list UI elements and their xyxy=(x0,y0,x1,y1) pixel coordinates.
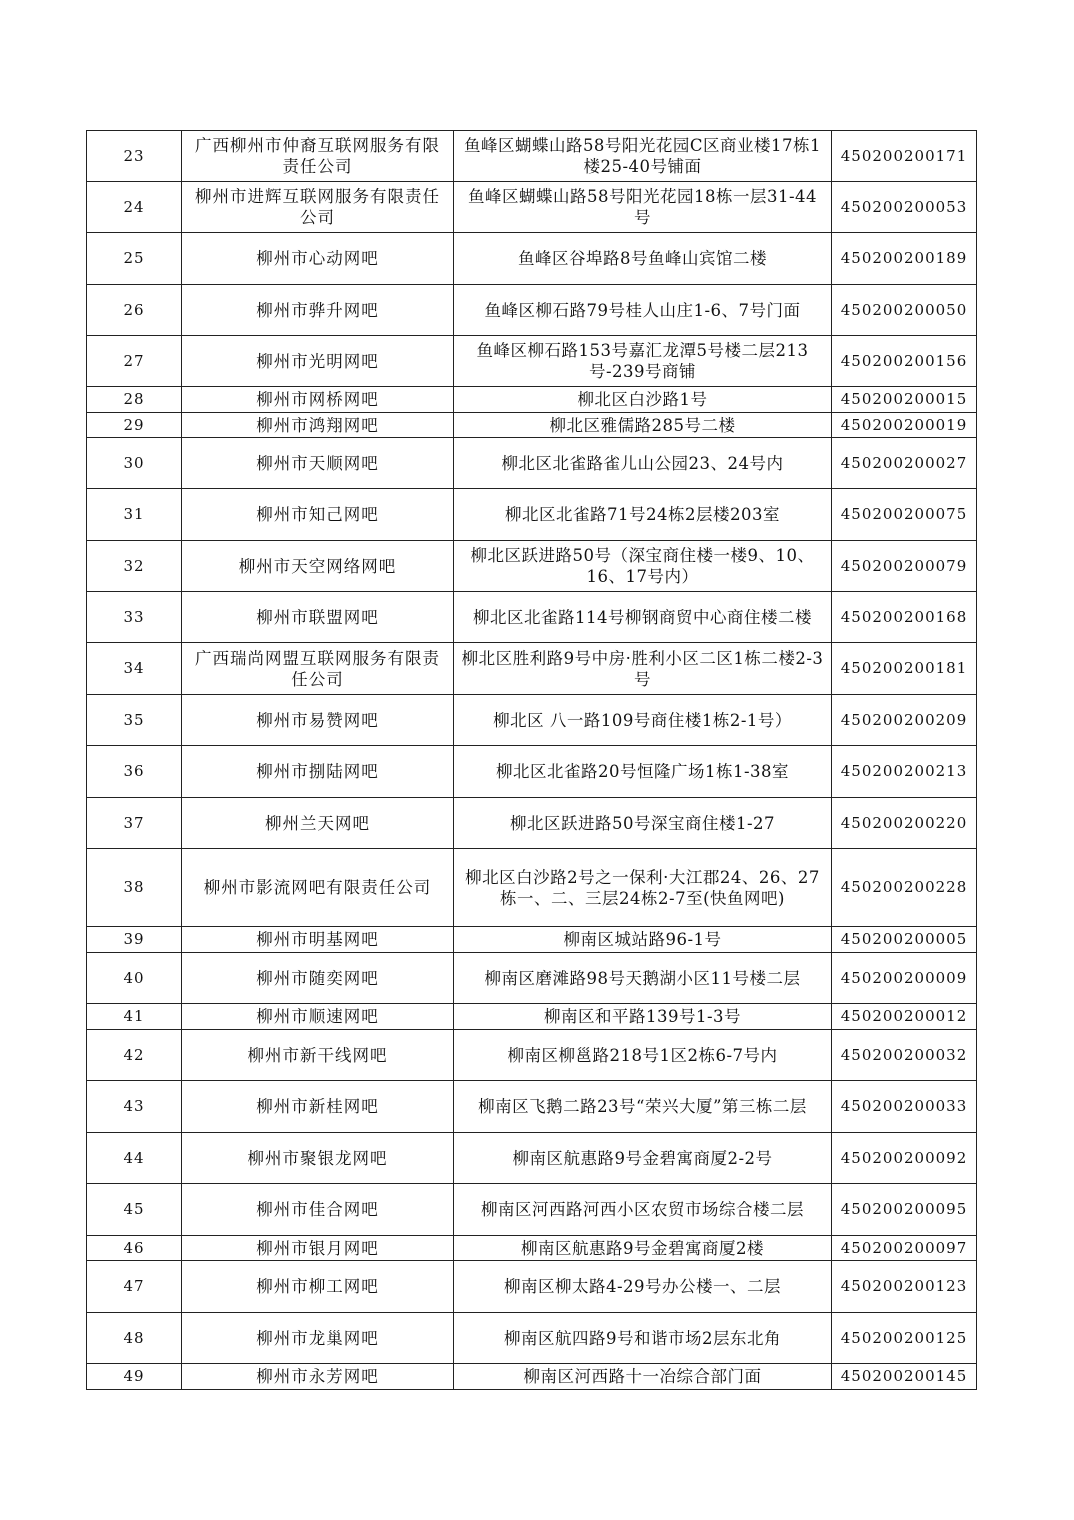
business-name: 柳州市银月网吧 xyxy=(182,1236,454,1261)
row-number: 23 xyxy=(87,131,182,182)
business-address: 柳北区北雀路114号柳钢商贸中心商住楼二楼 xyxy=(454,592,832,643)
business-address: 柳南区航惠路9号金碧寓商厦2-2号 xyxy=(454,1133,832,1184)
table-row xyxy=(87,182,977,233)
row-number: 24 xyxy=(87,182,182,233)
business-name: 柳州市新干线网吧 xyxy=(182,1030,454,1081)
business-address: 柳南区飞鹅二路23号“荣兴大厦”第三栋二层 xyxy=(454,1081,832,1133)
business-address: 柳南区和平路139号1-3号 xyxy=(454,1004,832,1030)
business-address: 柳南区柳太路4-29号办公楼一、二层 xyxy=(454,1261,832,1313)
business-name: 柳州市心动网吧 xyxy=(182,233,454,285)
business-name: 柳州市聚银龙网吧 xyxy=(182,1133,454,1184)
license-number: 450200200213 xyxy=(832,746,977,798)
business-address: 鱼峰区蝴蝶山路58号阳光花园18栋一层31-44号 xyxy=(454,182,832,233)
business-name: 柳州市光明网吧 xyxy=(182,336,454,387)
license-number: 450200200019 xyxy=(832,413,977,438)
business-address: 柳北区 八一路109号商住楼1栋2-1号） xyxy=(454,695,832,746)
business-name: 柳州市天顺网吧 xyxy=(182,438,454,489)
business-address: 柳北区北雀路71号24栋2层楼203室 xyxy=(454,489,832,541)
business-name: 柳州市鸿翔网吧 xyxy=(182,413,454,438)
table-row xyxy=(87,1313,977,1364)
business-address: 柳北区雅儒路285号二楼 xyxy=(454,413,832,438)
row-number: 35 xyxy=(87,695,182,746)
business-address: 柳北区胜利路9号中房·胜利小区二区1栋二楼2-3号 xyxy=(454,643,832,695)
row-number: 26 xyxy=(87,285,182,336)
row-number: 34 xyxy=(87,643,182,695)
license-number: 450200200189 xyxy=(832,233,977,285)
license-number: 450200200181 xyxy=(832,643,977,695)
row-number: 27 xyxy=(87,336,182,387)
business-name: 广西柳州市仲裔互联网服务有限责任公司 xyxy=(182,131,454,182)
license-number: 450200200053 xyxy=(832,182,977,233)
business-address: 柳南区磨滩路98号天鹅湖小区11号楼二层 xyxy=(454,953,832,1004)
business-name: 柳州市明基网吧 xyxy=(182,927,454,953)
business-address: 柳南区河西路十一冶综合部门面 xyxy=(454,1364,832,1390)
row-number: 38 xyxy=(87,849,182,927)
business-name: 柳州市龙巢网吧 xyxy=(182,1313,454,1364)
license-number: 450200200079 xyxy=(832,541,977,592)
business-address: 鱼峰区柳石路153号嘉汇龙潭5号楼二层213号-239号商铺 xyxy=(454,336,832,387)
license-number: 450200200015 xyxy=(832,387,977,413)
table-row xyxy=(87,1261,977,1313)
table-row xyxy=(87,489,977,541)
business-address: 柳北区北雀路雀儿山公园23、24号内 xyxy=(454,438,832,489)
business-name: 柳州市知己网吧 xyxy=(182,489,454,541)
table-row xyxy=(87,541,977,592)
internet-cafe-table xyxy=(86,130,977,1390)
license-number: 450200200145 xyxy=(832,1364,977,1390)
row-number: 29 xyxy=(87,413,182,438)
license-number: 450200200220 xyxy=(832,798,977,849)
license-number: 450200200027 xyxy=(832,438,977,489)
license-number: 450200200125 xyxy=(832,1313,977,1364)
row-number: 31 xyxy=(87,489,182,541)
license-number: 450200200012 xyxy=(832,1004,977,1030)
license-number: 450200200033 xyxy=(832,1081,977,1133)
row-number: 28 xyxy=(87,387,182,413)
table-row xyxy=(87,1236,977,1261)
business-address: 柳南区航四路9号和谐市场2层东北角 xyxy=(454,1313,832,1364)
table-row xyxy=(87,798,977,849)
row-number: 39 xyxy=(87,927,182,953)
table-row xyxy=(87,1081,977,1133)
business-name: 柳州市永芳网吧 xyxy=(182,1364,454,1390)
table-row xyxy=(87,1364,977,1390)
business-name: 柳州市柳工网吧 xyxy=(182,1261,454,1313)
license-number: 450200200168 xyxy=(832,592,977,643)
business-address: 柳北区白沙路2号之一保利·大江郡24、26、27栋一、二、三层24栋2-7至(快鱼网吧) xyxy=(454,849,832,927)
table-row xyxy=(87,953,977,1004)
table-body xyxy=(87,131,977,1390)
business-address: 柳南区河西路河西小区农贸市场综合楼二层 xyxy=(454,1184,832,1236)
license-number: 450200200156 xyxy=(832,336,977,387)
table-row xyxy=(87,387,977,413)
row-number: 48 xyxy=(87,1313,182,1364)
license-number: 450200200050 xyxy=(832,285,977,336)
license-number: 450200200092 xyxy=(832,1133,977,1184)
table-row xyxy=(87,233,977,285)
business-address: 柳南区航惠路9号金碧寓商厦2楼 xyxy=(454,1236,832,1261)
license-number: 450200200228 xyxy=(832,849,977,927)
license-number: 450200200095 xyxy=(832,1184,977,1236)
business-name: 柳州市天空网络网吧 xyxy=(182,541,454,592)
table-row xyxy=(87,746,977,798)
row-number: 44 xyxy=(87,1133,182,1184)
table-row xyxy=(87,1004,977,1030)
business-name: 柳州市联盟网吧 xyxy=(182,592,454,643)
table-row xyxy=(87,413,977,438)
business-address: 柳北区北雀路20号恒隆广场1栋1-38室 xyxy=(454,746,832,798)
row-number: 30 xyxy=(87,438,182,489)
row-number: 41 xyxy=(87,1004,182,1030)
row-number: 37 xyxy=(87,798,182,849)
business-address: 鱼峰区谷埠路8号鱼峰山宾馆二楼 xyxy=(454,233,832,285)
license-number: 450200200032 xyxy=(832,1030,977,1081)
table-row xyxy=(87,131,977,182)
table-row xyxy=(87,643,977,695)
business-address: 柳北区跃进路50号深宝商住楼1-27 xyxy=(454,798,832,849)
table-row xyxy=(87,592,977,643)
row-number: 42 xyxy=(87,1030,182,1081)
table-row xyxy=(87,1184,977,1236)
business-name: 柳州市佳合网吧 xyxy=(182,1184,454,1236)
row-number: 33 xyxy=(87,592,182,643)
business-address: 鱼峰区蝴蝶山路58号阳光花园C区商业楼17栋1楼25-40号铺面 xyxy=(454,131,832,182)
business-address: 柳南区柳邕路218号1区2栋6-7号内 xyxy=(454,1030,832,1081)
business-address: 柳北区跃进路50号（深宝商住楼一楼9、10、16、17号内） xyxy=(454,541,832,592)
business-name: 柳州市随奕网吧 xyxy=(182,953,454,1004)
row-number: 45 xyxy=(87,1184,182,1236)
table-row xyxy=(87,336,977,387)
table-row xyxy=(87,285,977,336)
business-address: 鱼峰区柳石路79号桂人山庄1-6、7号门面 xyxy=(454,285,832,336)
license-number: 450200200009 xyxy=(832,953,977,1004)
row-number: 43 xyxy=(87,1081,182,1133)
row-number: 49 xyxy=(87,1364,182,1390)
license-number: 450200200209 xyxy=(832,695,977,746)
table-row xyxy=(87,927,977,953)
row-number: 36 xyxy=(87,746,182,798)
license-number: 450200200097 xyxy=(832,1236,977,1261)
business-name: 柳州市易赞网吧 xyxy=(182,695,454,746)
business-name: 柳州市顺速网吧 xyxy=(182,1004,454,1030)
table-row xyxy=(87,438,977,489)
row-number: 25 xyxy=(87,233,182,285)
business-name: 柳州市骅升网吧 xyxy=(182,285,454,336)
table-row xyxy=(87,1133,977,1184)
license-number: 450200200123 xyxy=(832,1261,977,1313)
row-number: 32 xyxy=(87,541,182,592)
business-name: 广西瑞尚网盟互联网服务有限责任公司 xyxy=(182,643,454,695)
business-name: 柳州兰天网吧 xyxy=(182,798,454,849)
table-row xyxy=(87,1030,977,1081)
license-number: 450200200005 xyxy=(832,927,977,953)
business-address: 柳北区白沙路1号 xyxy=(454,387,832,413)
row-number: 46 xyxy=(87,1236,182,1261)
table-row xyxy=(87,849,977,927)
business-name: 柳州市网桥网吧 xyxy=(182,387,454,413)
business-name: 柳州市进辉互联网服务有限责任公司 xyxy=(182,182,454,233)
table-row xyxy=(87,695,977,746)
business-address: 柳南区城站路96-1号 xyxy=(454,927,832,953)
license-number: 450200200171 xyxy=(832,131,977,182)
row-number: 47 xyxy=(87,1261,182,1313)
business-name: 柳州市新桂网吧 xyxy=(182,1081,454,1133)
row-number: 40 xyxy=(87,953,182,1004)
business-name: 柳州市捌陆网吧 xyxy=(182,746,454,798)
business-name: 柳州市影流网吧有限责任公司 xyxy=(182,849,454,927)
license-number: 450200200075 xyxy=(832,489,977,541)
